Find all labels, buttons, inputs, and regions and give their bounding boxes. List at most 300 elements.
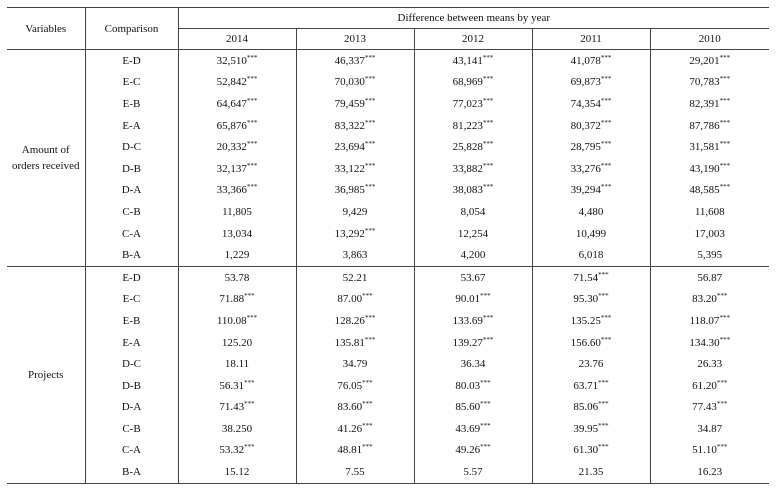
value-number: 52.21	[342, 271, 368, 284]
table-body	[7, 50, 769, 484]
comparison-cell: E-D	[85, 266, 178, 288]
value-cell	[178, 180, 296, 202]
significance-marker: ***	[246, 118, 258, 127]
value-cell	[414, 72, 532, 94]
header-year: 2012	[414, 29, 532, 50]
value-cell	[296, 440, 414, 462]
value-cell	[414, 115, 532, 137]
significance-marker: ***	[482, 183, 494, 192]
value-number: 53.67	[460, 271, 486, 284]
value-cell	[532, 93, 650, 115]
comparison-cell: C-A	[85, 223, 178, 245]
value-number: 156.60	[570, 336, 601, 349]
value-cell	[532, 353, 650, 375]
value-cell	[650, 93, 769, 115]
value-cell	[414, 223, 532, 245]
value-cell	[414, 201, 532, 223]
significance-marker: ***	[598, 270, 609, 279]
value-cell	[650, 50, 769, 72]
value-cell	[532, 375, 650, 397]
value-number: 43.69	[455, 422, 481, 435]
significance-marker: ***	[600, 140, 612, 149]
value-number: 125.20	[221, 336, 253, 349]
significance-marker: ***	[480, 292, 491, 301]
value-cell	[296, 50, 414, 72]
value-cell	[296, 310, 414, 332]
value-cell	[178, 201, 296, 223]
significance-marker: ***	[246, 96, 258, 105]
significance-marker: ***	[364, 140, 376, 149]
header-variables: Variables	[7, 8, 85, 50]
significance-marker: ***	[364, 313, 376, 322]
significance-marker: ***	[480, 378, 491, 387]
value-number: 41.26	[337, 422, 363, 435]
value-number: 33,366	[216, 184, 247, 197]
value-number: 26.33	[697, 358, 723, 371]
significance-marker: ***	[362, 292, 373, 301]
significance-marker: ***	[480, 400, 491, 409]
value-cell	[650, 289, 769, 311]
table-row	[7, 332, 769, 354]
value-number: 15.12	[224, 466, 250, 479]
table-row	[7, 72, 769, 94]
value-number: 80,372	[570, 119, 601, 132]
table-row	[7, 397, 769, 419]
value-cell	[296, 115, 414, 137]
table-row	[7, 136, 769, 158]
significance-marker: ***	[598, 378, 609, 387]
value-number: 8,054	[460, 205, 486, 218]
table-row	[7, 289, 769, 311]
value-number: 61.30	[573, 444, 599, 457]
header-span-title: Difference between means by year	[178, 8, 769, 29]
value-cell	[296, 418, 414, 440]
value-cell	[296, 93, 414, 115]
value-number: 39.95	[573, 422, 599, 435]
variable-label-text: Projects	[28, 368, 64, 381]
value-cell	[532, 115, 650, 137]
value-number: 34.79	[342, 358, 368, 371]
value-number: 70,030	[334, 76, 365, 89]
value-cell	[650, 244, 769, 266]
value-number: 139.27	[452, 336, 483, 349]
value-cell	[296, 244, 414, 266]
table-row	[7, 440, 769, 462]
value-cell	[650, 397, 769, 419]
significance-marker: ***	[482, 75, 494, 84]
comparison-cell: B-A	[85, 244, 178, 266]
value-number: 31,581	[689, 141, 720, 154]
value-number: 71.88	[219, 293, 245, 306]
significance-marker: ***	[482, 96, 494, 105]
value-cell	[178, 223, 296, 245]
significance-marker: ***	[716, 292, 728, 301]
value-number: 6,018	[578, 249, 604, 262]
significance-marker: ***	[246, 75, 258, 84]
value-cell	[178, 440, 296, 462]
value-cell	[296, 72, 414, 94]
significance-marker: ***	[246, 53, 258, 62]
value-number: 53.78	[224, 271, 250, 284]
value-cell	[650, 158, 769, 180]
value-number: 23.76	[578, 358, 604, 371]
value-number: 74,354	[570, 97, 601, 110]
significance-marker: ***	[244, 378, 255, 387]
header-year: 2011	[532, 29, 650, 50]
value-cell	[650, 266, 769, 288]
value-number: 43,141	[452, 54, 483, 67]
value-number: 33,122	[334, 162, 365, 175]
table-row	[7, 461, 769, 483]
value-cell	[178, 115, 296, 137]
difference-between-means-table	[7, 7, 769, 484]
value-cell	[650, 223, 769, 245]
significance-marker: ***	[716, 400, 728, 409]
value-number: 13,292	[334, 227, 365, 240]
value-number: 56.87	[697, 271, 723, 284]
significance-marker: ***	[600, 161, 612, 170]
value-cell	[178, 266, 296, 288]
value-cell	[532, 266, 650, 288]
significance-marker: ***	[480, 443, 491, 452]
value-number: 43,190	[689, 162, 720, 175]
value-cell	[414, 440, 532, 462]
value-number: 61.20	[692, 379, 717, 392]
comparison-cell: D-A	[85, 180, 178, 202]
comparison-cell: D-C	[85, 353, 178, 375]
value-number: 23,694	[334, 141, 365, 154]
value-cell	[650, 310, 769, 332]
significance-marker: ***	[719, 118, 731, 127]
value-number: 64,647	[216, 97, 247, 110]
significance-marker: ***	[600, 53, 612, 62]
value-cell	[178, 158, 296, 180]
value-number: 16.23	[697, 466, 723, 479]
value-cell	[178, 353, 296, 375]
value-number: 29,201	[689, 54, 720, 67]
value-number: 135.81	[334, 336, 365, 349]
value-number: 38,083	[452, 184, 483, 197]
comparison-cell: E-A	[85, 115, 178, 137]
value-number: 4,200	[460, 249, 486, 262]
significance-marker: ***	[364, 161, 376, 170]
value-number: 33,882	[452, 162, 483, 175]
value-number: 110.08	[216, 314, 247, 327]
significance-marker: ***	[246, 313, 258, 322]
value-number: 82,391	[689, 97, 720, 110]
value-cell	[414, 375, 532, 397]
value-cell	[178, 461, 296, 483]
comparison-cell: E-B	[85, 310, 178, 332]
value-cell	[296, 201, 414, 223]
value-number: 36,985	[334, 184, 365, 197]
value-cell	[414, 332, 532, 354]
table-row	[7, 115, 769, 137]
value-cell	[532, 310, 650, 332]
value-cell	[178, 397, 296, 419]
comparison-cell: C-A	[85, 440, 178, 462]
value-cell	[296, 397, 414, 419]
value-number: 17,003	[694, 227, 725, 240]
value-number: 65,876	[216, 119, 247, 132]
comparison-cell: E-C	[85, 72, 178, 94]
significance-marker: ***	[244, 292, 255, 301]
value-number: 9,429	[342, 205, 368, 218]
table-row	[7, 418, 769, 440]
value-number: 71.43	[219, 401, 245, 414]
value-number: 32,137	[216, 162, 247, 175]
value-number: 95.30	[573, 293, 599, 306]
value-number: 36.34	[460, 358, 486, 371]
value-cell	[178, 289, 296, 311]
header-comparison: Comparison	[85, 8, 178, 50]
significance-marker: ***	[362, 400, 373, 409]
header-year: 2014	[178, 29, 296, 50]
value-number: 25,828	[452, 141, 483, 154]
significance-marker: ***	[362, 421, 373, 430]
comparison-cell: C-B	[85, 418, 178, 440]
significance-marker: ***	[598, 421, 609, 430]
value-number: 77.43	[692, 401, 717, 414]
value-cell	[532, 50, 650, 72]
significance-marker: ***	[364, 118, 376, 127]
comparison-cell: D-A	[85, 397, 178, 419]
table-row	[7, 310, 769, 332]
value-number: 83,322	[334, 119, 365, 132]
value-cell	[414, 244, 532, 266]
value-number: 20,332	[216, 141, 247, 154]
value-number: 80.03	[455, 379, 481, 392]
value-number: 79,459	[334, 97, 365, 110]
table-row	[7, 223, 769, 245]
value-number: 77,023	[452, 97, 483, 110]
value-number: 83.20	[692, 293, 717, 306]
value-cell	[532, 289, 650, 311]
value-number: 12,254	[457, 227, 489, 240]
significance-marker: ***	[719, 75, 731, 84]
value-cell	[178, 72, 296, 94]
value-cell	[414, 289, 532, 311]
comparison-cell: C-B	[85, 201, 178, 223]
value-cell	[414, 310, 532, 332]
value-number: 49.26	[455, 444, 481, 457]
header-year: 2010	[650, 29, 769, 50]
value-number: 48,585	[689, 184, 720, 197]
variable-label-text: Amount of orders received	[12, 143, 80, 172]
significance-marker: ***	[244, 443, 255, 452]
value-number: 76.05	[337, 379, 363, 392]
comparison-cell: E-B	[85, 93, 178, 115]
significance-marker: ***	[482, 313, 494, 322]
significance-marker: ***	[246, 183, 258, 192]
comparison-cell: B-A	[85, 461, 178, 483]
value-cell	[650, 72, 769, 94]
value-number: 51.10	[692, 444, 717, 457]
value-cell	[532, 201, 650, 223]
comparison-cell: E-A	[85, 332, 178, 354]
value-number: 69,873	[570, 76, 601, 89]
value-cell	[178, 93, 296, 115]
significance-marker: ***	[598, 400, 609, 409]
value-number: 18.11	[224, 358, 250, 371]
value-number: 46,337	[334, 54, 365, 67]
table-row	[7, 266, 769, 288]
table-row	[7, 158, 769, 180]
significance-marker: ***	[600, 183, 612, 192]
comparison-cell: D-C	[85, 136, 178, 158]
value-number: 10,499	[575, 227, 607, 240]
value-number: 81,223	[452, 119, 483, 132]
value-cell	[178, 332, 296, 354]
value-cell	[414, 461, 532, 483]
significance-marker: ***	[364, 53, 376, 62]
significance-marker: ***	[598, 443, 609, 452]
value-number: 1,229	[224, 249, 250, 262]
significance-marker: ***	[246, 140, 258, 149]
value-number: 87,786	[689, 119, 720, 132]
significance-marker: ***	[719, 313, 730, 322]
significance-marker: ***	[246, 161, 258, 170]
value-cell	[414, 353, 532, 375]
value-number: 13,034	[221, 227, 253, 240]
value-cell	[532, 461, 650, 483]
value-cell	[650, 418, 769, 440]
value-cell	[532, 223, 650, 245]
value-number: 38.250	[221, 422, 253, 435]
value-number: 5,395	[697, 249, 723, 262]
value-cell	[650, 201, 769, 223]
significance-marker: ***	[364, 335, 376, 344]
value-number: 83.60	[337, 401, 363, 414]
significance-marker: ***	[482, 335, 494, 344]
value-cell	[414, 136, 532, 158]
value-cell	[178, 50, 296, 72]
value-number: 135.25	[570, 314, 601, 327]
value-number: 56.31	[219, 379, 245, 392]
significance-marker: ***	[362, 443, 373, 452]
value-cell	[296, 266, 414, 288]
value-cell	[532, 136, 650, 158]
significance-marker: ***	[719, 140, 731, 149]
value-number: 11,608	[694, 205, 725, 218]
comparison-cell: D-B	[85, 375, 178, 397]
value-number: 11,805	[222, 205, 252, 218]
value-cell	[414, 50, 532, 72]
significance-marker: ***	[362, 378, 373, 387]
significance-marker: ***	[364, 96, 376, 105]
value-cell	[532, 440, 650, 462]
significance-marker: ***	[600, 118, 612, 127]
value-cell	[414, 158, 532, 180]
significance-marker: ***	[482, 161, 494, 170]
value-cell	[414, 418, 532, 440]
table-row	[7, 50, 769, 72]
value-number: 41,078	[570, 54, 601, 67]
comparison-cell: E-C	[85, 289, 178, 311]
table-row	[7, 93, 769, 115]
value-number: 28,795	[570, 141, 601, 154]
significance-marker: ***	[600, 75, 612, 84]
value-cell	[650, 440, 769, 462]
value-cell	[650, 332, 769, 354]
value-number: 48.81	[337, 444, 363, 457]
value-cell	[532, 418, 650, 440]
value-cell	[532, 397, 650, 419]
value-cell	[178, 244, 296, 266]
value-cell	[296, 375, 414, 397]
value-cell	[178, 310, 296, 332]
header-year: 2013	[296, 29, 414, 50]
significance-marker: ***	[600, 335, 612, 344]
value-number: 63.71	[573, 379, 599, 392]
value-cell	[532, 244, 650, 266]
value-cell	[532, 158, 650, 180]
value-cell	[532, 332, 650, 354]
significance-marker: ***	[482, 53, 494, 62]
value-number: 52,842	[216, 76, 247, 89]
value-cell	[650, 180, 769, 202]
value-number: 53.32	[219, 444, 245, 457]
value-cell	[296, 332, 414, 354]
significance-marker: ***	[482, 118, 494, 127]
value-cell	[532, 72, 650, 94]
table-row	[7, 375, 769, 397]
value-cell	[178, 375, 296, 397]
value-number: 87.00	[337, 293, 363, 306]
value-cell	[650, 375, 769, 397]
value-number: 85.60	[455, 401, 481, 414]
significance-marker: ***	[719, 96, 731, 105]
significance-marker: ***	[719, 53, 731, 62]
value-number: 3,863	[342, 249, 368, 262]
significance-marker: ***	[600, 96, 612, 105]
value-cell	[650, 115, 769, 137]
value-number: 39,294	[570, 184, 601, 197]
value-number: 7.55	[345, 466, 365, 479]
value-number: 33,276	[570, 162, 601, 175]
value-number: 90.01	[455, 293, 481, 306]
value-number: 85.06	[573, 401, 599, 414]
value-cell	[178, 418, 296, 440]
significance-marker: ***	[716, 443, 728, 452]
significance-marker: ***	[244, 400, 255, 409]
significance-marker: ***	[719, 183, 731, 192]
variable-group-label	[7, 266, 85, 483]
value-cell	[296, 461, 414, 483]
value-cell	[532, 180, 650, 202]
significance-marker: ***	[364, 226, 376, 235]
significance-marker: ***	[482, 140, 494, 149]
value-cell	[414, 266, 532, 288]
table-row	[7, 201, 769, 223]
value-number: 133.69	[452, 314, 483, 327]
value-cell	[650, 353, 769, 375]
value-cell	[296, 136, 414, 158]
significance-marker: ***	[480, 421, 491, 430]
table-row	[7, 353, 769, 375]
value-number: 21.35	[578, 466, 604, 479]
value-number: 70,783	[689, 76, 720, 89]
table-row	[7, 244, 769, 266]
value-cell	[414, 180, 532, 202]
value-cell	[414, 93, 532, 115]
value-number: 32,510	[216, 54, 247, 67]
value-number: 34.87	[697, 422, 723, 435]
value-number: 4,480	[578, 205, 604, 218]
value-cell	[296, 353, 414, 375]
variable-group-label	[7, 50, 85, 267]
value-number: 68,969	[452, 76, 483, 89]
